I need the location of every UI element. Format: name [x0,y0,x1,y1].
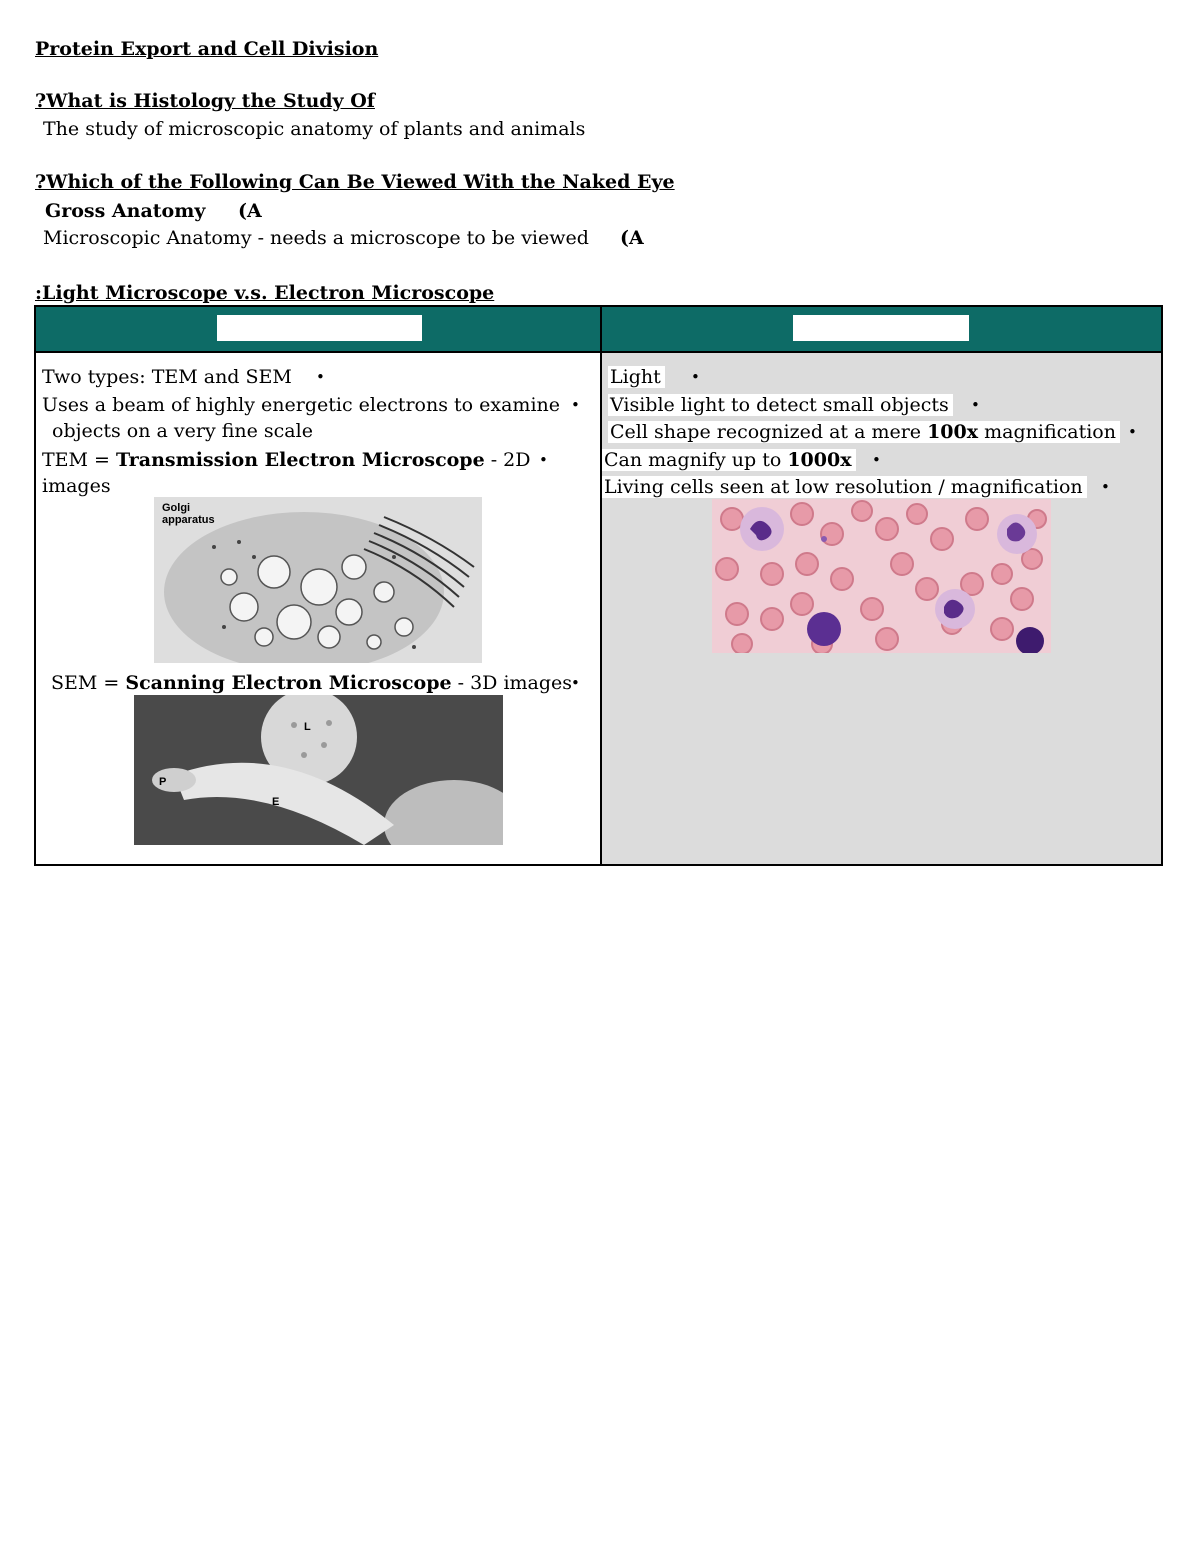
electron-line-tem: TEM = Transmission Electron Microscope - 2D [42,449,531,471]
light-line-visible: Visible light to detect small objects [608,393,953,417]
bullet-icon: • [571,674,580,692]
bullet-icon: • [971,396,980,414]
header-cell-electron [217,315,422,341]
electron-line-sem: SEM = Scanning Electron Microscope - 3D images [51,672,573,694]
tem-golgi-image [154,497,482,663]
bullet-icon: • [1128,423,1137,441]
bullet-icon: • [691,368,700,386]
bullet-icon: • [1101,478,1110,496]
svg-text:apparatus: apparatus [162,514,215,526]
electron-line-tem-images: images [42,475,111,497]
light-microscope-column [602,353,1161,864]
light-line-living: Living cells seen at low resolution / magnification [602,475,1087,499]
answer-microscopic-anatomy: Microscopic Anatomy - needs a microscope to be viewed [43,227,589,249]
bullet-icon: • [316,368,325,386]
bullet-icon: • [571,396,580,414]
light-line-light: Light [608,365,665,389]
question-naked-eye: ?Which of the Following Can Be Viewed With the Naked Eye [35,171,675,193]
bullet-icon: • [872,451,881,469]
bullet-icon: • [539,451,548,469]
electron-line-beam: Uses a beam of highly energetic electrons to examine [42,394,561,416]
electron-line-scale: objects on a very fine scale [52,420,313,442]
header-cell-light [793,315,969,341]
microscopic-anatomy-mark: (A [620,227,644,249]
table-header-row [36,307,1161,353]
comparison-heading: :Light Microscope v.s. Electron Microscope [35,282,495,304]
sem-label-p: P [159,776,167,788]
sem-blood-cells-image [134,695,503,845]
gross-anatomy-mark: (A [238,200,262,222]
electron-line-types: Two types: TEM and SEM [42,366,292,388]
blood-smear-image [712,499,1051,653]
sem-label-e: E [272,796,280,808]
light-line-1000x: Can magnify up to 1000x [602,448,856,472]
question-histology: ?What is Histology the Study Of [35,90,375,112]
comparison-table [34,305,1163,866]
sem-label-l: L [304,721,311,733]
answer-histology: The study of microscopic anatomy of plants and animals [43,118,586,140]
electron-microscope-column [36,353,600,864]
light-line-100x: Cell shape recognized at a mere 100x magnification [608,420,1120,444]
svg-text:Golgi: Golgi [162,502,191,514]
document-title: Protein Export and Cell Division [35,38,379,60]
answer-gross-anatomy: Gross Anatomy [45,200,206,222]
